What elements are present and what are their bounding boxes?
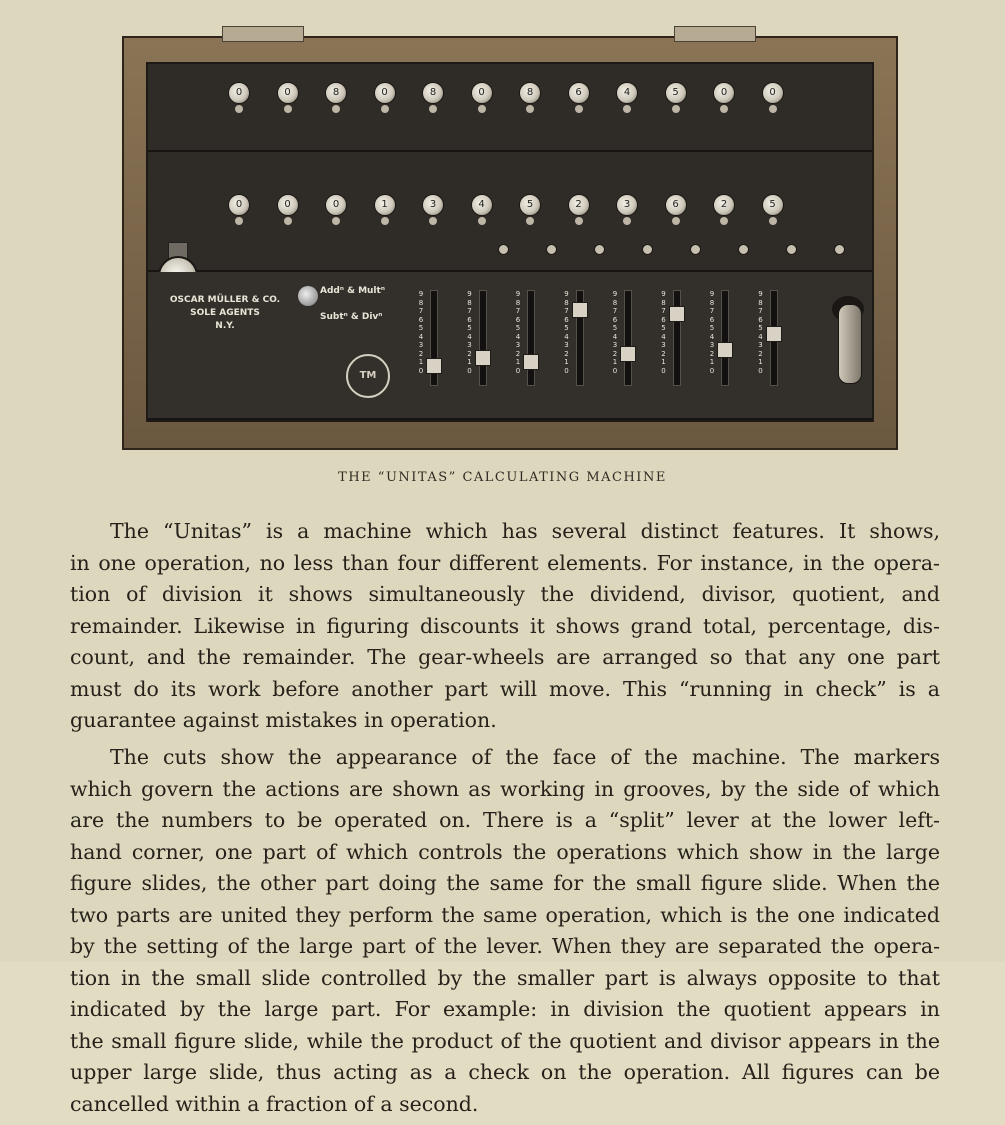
slide-marker (717, 342, 733, 358)
subt-div-label: Subtⁿ & Divⁿ (320, 312, 383, 322)
text-line: hand corner, one part of which controls the operations which show in the large (70, 839, 940, 864)
dial: 5 (519, 194, 541, 216)
dial: 5 (762, 194, 784, 216)
add-mult-label: Addⁿ & Multⁿ (320, 286, 385, 296)
upper-dial-panel (148, 64, 872, 152)
text-line: count, and the remainder. The gear-wheels are arranged so that any one part (70, 645, 940, 669)
slide-marker (766, 326, 782, 342)
middle-dial-panel (148, 152, 872, 272)
hinge-right (674, 26, 756, 42)
slide-marker (523, 354, 539, 370)
dial: 0 (374, 82, 396, 104)
slide-digits: 9 8 7 6 5 4 3 2 1 0 (661, 290, 666, 375)
peg (786, 244, 797, 255)
slide-groove (527, 290, 535, 386)
machine-face (146, 62, 874, 422)
dial: 0 (325, 194, 347, 216)
figure-slide (562, 290, 604, 390)
text-line: must do its work before another part will move. This “running in check” is a (70, 676, 940, 701)
text-line: are the numbers to be operated on. There is a “split” lever at the lower left- (70, 808, 940, 832)
dial: 0 (762, 82, 784, 104)
text-line: two parts are united they perform the same operation, which is the one indicated (70, 902, 940, 927)
slide-digits: 9 8 7 6 5 4 3 2 1 0 (564, 290, 569, 375)
dial: 2 (713, 194, 735, 216)
figure-slide (707, 290, 749, 390)
peg (834, 244, 845, 255)
figure-slide (659, 290, 701, 390)
text-line: remainder. Likewise in figuring discounts it shows grand total, percentage, dis- (70, 613, 940, 638)
operation-lever-knob (298, 286, 318, 306)
dial: 3 (616, 194, 638, 216)
dial: 8 (422, 82, 444, 104)
peg (546, 244, 557, 255)
slide-marker (572, 302, 588, 318)
peg (690, 244, 701, 255)
text-line: tion of division it shows simultaneously the dividend, divisor, quotient, and (70, 582, 940, 606)
text-line: the small figure slide, while the product of the quotient and divisor appears in the (70, 1028, 940, 1053)
dial: 6 (665, 194, 687, 216)
slide-groove (673, 290, 681, 386)
dial: 8 (519, 82, 541, 104)
dial: 0 (228, 82, 250, 104)
slide-marker (475, 350, 491, 366)
dial: 2 (568, 194, 590, 216)
slide-digits: 9 8 7 6 5 4 3 2 1 0 (709, 290, 715, 375)
dial: 6 (568, 82, 590, 104)
slide-digits: 9 8 7 6 5 4 3 2 1 0 (758, 290, 763, 375)
text-line: guarantee against mistakes in operation. (70, 708, 497, 732)
figure-slide (610, 290, 652, 390)
text-line: figure slides, the other part doing the same for the small figure slide. When the (70, 871, 940, 895)
slide-groove (624, 290, 632, 386)
text-line: upper large slide, thus acting as a check on the operation. All figures can be (70, 1060, 940, 1084)
maker-logo: TM (346, 354, 390, 398)
figure-slide (513, 290, 555, 390)
dial: 0 (228, 194, 250, 216)
slide-marker (669, 306, 685, 322)
figure-caption: THE “UNITAS” CALCULATING MACHINE (338, 470, 667, 485)
dial: 0 (471, 82, 493, 104)
slide-digits: 9 8 7 6 5 4 3 2 1 0 (515, 290, 521, 375)
agent-plate (160, 294, 290, 333)
paragraph-1 (70, 516, 940, 737)
unitas-machine-photo (122, 36, 898, 450)
text-line: by the setting of the large part of the lever. When they are separated the opera- (70, 934, 940, 958)
dial: 4 (471, 194, 493, 216)
slide-digits: 9 8 7 6 5 4 3 2 1 0 (418, 290, 424, 375)
text-line: indicated by the large part. For example: in division the quotient appears in (70, 997, 940, 1021)
text-line: tion in the small slide controlled by the smaller part is always opposite to that (70, 965, 940, 990)
peg (498, 244, 509, 255)
agent-role: SOLE AGENTS (190, 308, 260, 318)
dial: 1 (374, 194, 396, 216)
peg (594, 244, 605, 255)
peg (642, 244, 653, 255)
slide-digits: 9 8 7 6 5 4 3 2 1 0 (467, 290, 472, 375)
figure-slide (416, 290, 458, 390)
dial: 8 (325, 82, 347, 104)
dial: 0 (713, 82, 735, 104)
slide-digits: 9 8 7 6 5 4 3 2 1 0 (612, 290, 618, 375)
crank-handle (838, 304, 862, 384)
slide-groove (479, 290, 487, 386)
paragraph-2 (70, 742, 940, 1120)
agent-name: OSCAR MÜLLER & CO. (169, 295, 281, 305)
text-line: in one operation, no less than four different elements. For instance, in the opera- (70, 550, 940, 575)
text-line: cancelled within a fraction of a second. (70, 1091, 479, 1116)
slide-marker (620, 346, 636, 362)
dial: 3 (422, 194, 444, 216)
dial: 0 (277, 194, 299, 216)
hinge-left (222, 26, 304, 42)
agent-city: N.Y. (215, 321, 235, 331)
figure-slide (465, 290, 507, 390)
peg (738, 244, 749, 255)
dial: 5 (665, 82, 687, 104)
text-line: which govern the actions are shown as working in grooves, by the side of which (70, 776, 940, 801)
dial: 0 (277, 82, 299, 104)
text-line: The cuts show the appearance of the face of the machine. The markers (110, 745, 940, 769)
slide-groove (721, 290, 729, 386)
figure-slide (756, 290, 798, 390)
text-line: The “Unitas” is a machine which has several distinct features. It shows, (110, 519, 940, 543)
dial: 4 (616, 82, 638, 104)
slide-marker (426, 358, 442, 374)
